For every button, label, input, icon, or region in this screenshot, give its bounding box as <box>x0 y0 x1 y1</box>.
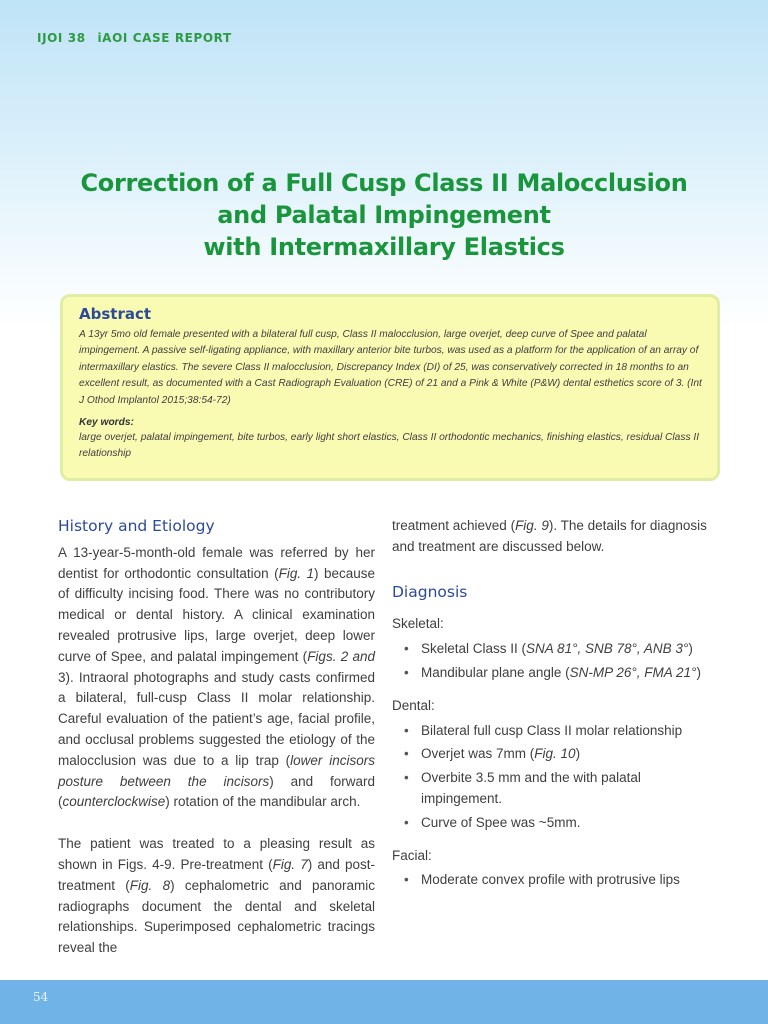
list-item: • Mandibular plane angle (SN-MP 26°, FMA 21°) <box>404 663 722 684</box>
history-heading: History and Etiology <box>58 517 215 535</box>
continued-paragraph: treatment achieved (Fig. 9). The details for diagnosis and treatment are discussed below. <box>392 518 707 554</box>
keywords-text: large overjet, palatal impingement, bite turbos, early light short elastics, Class II orthodontic mechanics, finishing elastics, residual Class II relationship <box>79 432 700 460</box>
fig-ref[interactable]: Fig. 8 <box>129 877 171 893</box>
keywords-heading: Key words: <box>79 417 134 429</box>
list-item: • Curve of Spee was ~5mm. <box>404 813 722 834</box>
list-item: • Moderate convex profile with protrusive lips <box>404 870 722 891</box>
page-number: 54 <box>33 990 49 1004</box>
abstract-box <box>60 294 720 481</box>
fig-ref[interactable]: Fig. 9 <box>515 518 549 533</box>
list-item: • Overjet was 7mm (Fig. 10) <box>404 744 722 765</box>
running-header <box>37 31 232 45</box>
fig-ref[interactable]: Fig. 7 <box>272 856 308 872</box>
facial-label: Facial: <box>392 847 432 863</box>
right-column <box>392 516 722 894</box>
history-paragraph-1: A 13-year-5-month-old female was referred by her dentist for orthodontic consultation (Fig. 1) because of difficulty incising food. There was no contributory medical or dental history. A clinical examination revealed protrusive lips, large overjet, deep lower curve of Spee, and palatal impingement (Figs. 2 and 3). Intraoral photographs and study casts confirmed a bilateral, full-cusp Class II molar relationship. Careful evaluation of the patient’s age, facial profile, and occlusal problems suggested the etiology of the malocclusion was due to a lip trap (lower incisors posture between the incisors) and forward (counterclockwise) rotation of the mandibular arch. <box>58 544 376 810</box>
list-item: • Bilateral full cusp Class II molar relationship <box>404 721 722 742</box>
abstract-heading: Abstract <box>79 305 152 323</box>
fig-ref[interactable]: Figs. 2 and <box>307 648 375 664</box>
section-label: iAOI CASE REPORT <box>97 31 232 45</box>
history-paragraph-2: The patient was treated to a pleasing result as shown in Figs. 4-9. Pre-treatment (Fig. 7) and post-treatment (Fig. 8) cephalometric and panoramic radiographs document the dental and skeletal relationships. Superimposed cephalometric tracings reveal the <box>58 836 376 956</box>
title-line-2: and Palatal Impingement <box>217 201 551 229</box>
journal-label: IJOI 38 <box>37 31 86 45</box>
list-item: • Skeletal Class II (SNA 81°, SNB 78°, ANB 3°) <box>404 639 722 660</box>
left-column <box>58 516 375 959</box>
page-footer <box>0 980 768 1024</box>
title-line-1: Correction of a Full Cusp Class II Malocclusion <box>80 169 688 197</box>
diagnosis-heading: Diagnosis <box>392 582 468 601</box>
title-line-3: with Intermaxillary Elastics <box>203 233 565 261</box>
facial-list <box>392 870 722 891</box>
dental-list <box>392 721 722 834</box>
dental-label: Dental: <box>392 697 435 713</box>
skeletal-list <box>392 639 722 684</box>
article-title <box>0 167 768 263</box>
skeletal-label: Skeletal: <box>392 616 444 632</box>
abstract-text: A 13yr 5mo old female presented with a bilateral full cusp, Class II malocclusion, large overjet, deep curve of Spee and palatal impingement. A passive self-ligating appliance, with maxillary anterior bite turbos, was used as a platform for the application of an array of intermaxillary elastics. The severe Class II malocclusion, Discrepancy Index (DI) of 25, was conservatively corrected in 18 months to an excellent result, as documented with a Cast Radiograph Evaluation (CRE) of 21 and a Pink & White (P&W) dental esthetics score of 3. (Int J Othod Implantol 2015;38:54-72) <box>79 329 702 406</box>
fig-ref[interactable]: Fig. 1 <box>278 565 315 581</box>
list-item: • Overbite 3.5 mm and the with palatal impingement. <box>404 768 722 810</box>
